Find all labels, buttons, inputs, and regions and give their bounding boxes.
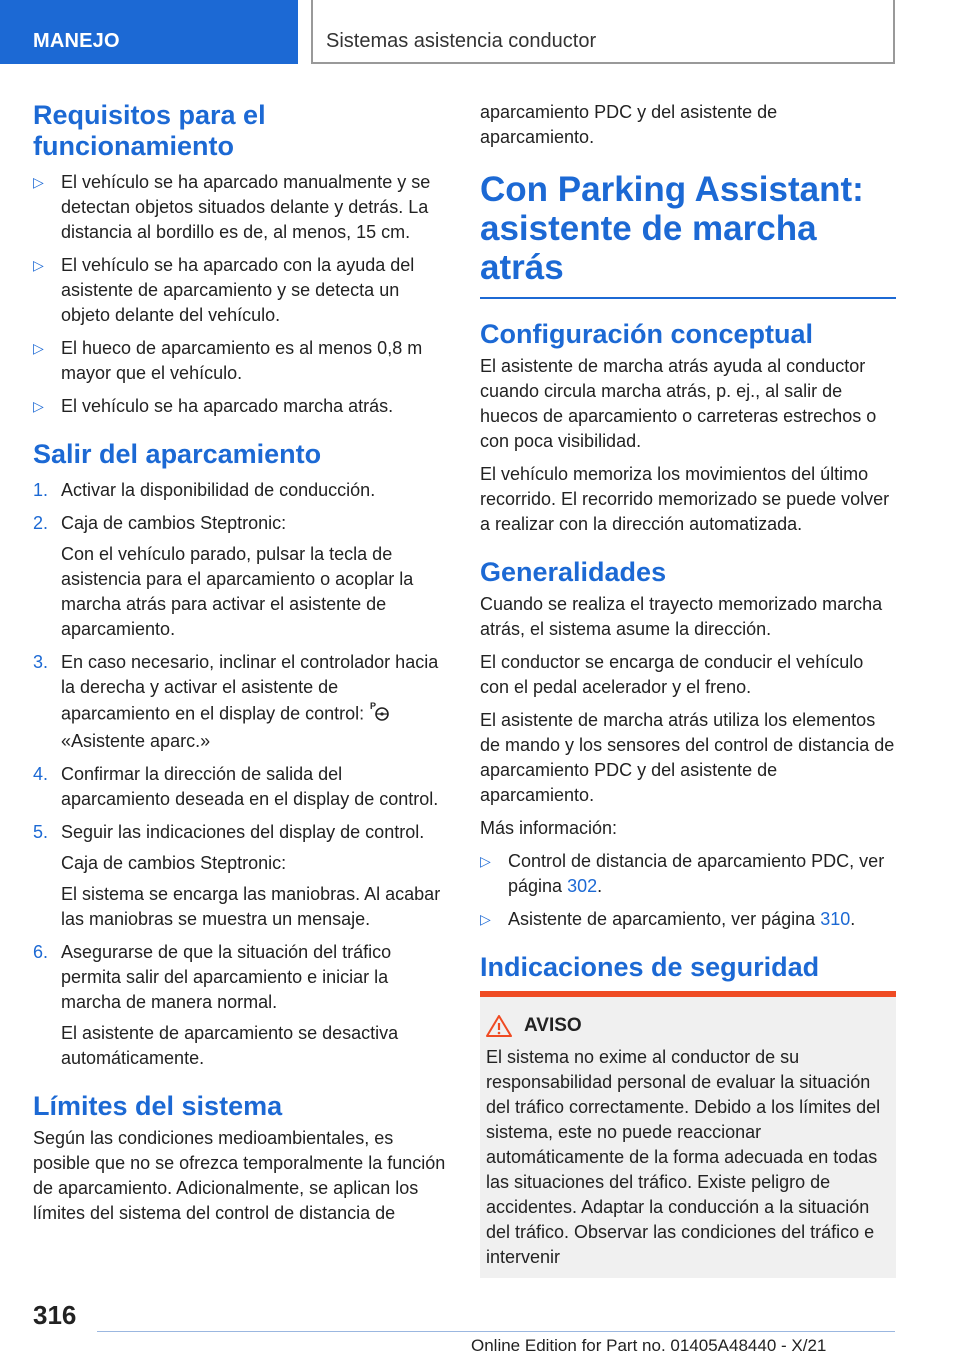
- heading-rule: [480, 297, 896, 299]
- svg-text:P: P: [370, 701, 377, 711]
- footer-rule: [97, 1331, 895, 1332]
- triangle-bullet-icon: ▷: [33, 340, 44, 356]
- triangle-bullet-icon: ▷: [33, 174, 44, 190]
- step-item: 5. Seguir las indicaciones del display de control. Caja de cambios Steptronic: El sistema se encarga las maniobras. Al acabar las maniobras se muestra un mensaje.: [33, 822, 441, 929]
- heading-seguridad: Indicaciones de seguridad: [480, 952, 820, 982]
- menu-item-label: «Asistente aparc.»: [61, 731, 211, 751]
- section-limites: [33, 1091, 449, 1226]
- section-requisitos: [33, 100, 449, 419]
- step-item: 4. Confirmar la dirección de salida del aparcamiento deseada en el display de control.: [33, 764, 439, 809]
- triangle-bullet-icon: ▷: [480, 853, 491, 869]
- page-link-302[interactable]: 302: [567, 876, 598, 896]
- heading-salir: Salir del aparcamiento: [33, 439, 322, 469]
- header-chapter-label: Sistemas asistencia conductor: [326, 30, 597, 52]
- warning-triangle-icon: [486, 1015, 512, 1037]
- step-item: 2. Caja de cambios Steptronic: Con el vehículo parado, pulsar la tecla de asistencia para el aparcamiento o acoplar la marcha atrás para activar el asistente de aparcamiento.: [33, 513, 414, 639]
- page-link-310[interactable]: 310: [820, 909, 851, 929]
- heading-configuracion: Configuración conceptual: [480, 319, 814, 349]
- header-section-label: MANEJO: [33, 30, 120, 52]
- list-item: ▷ Control de distancia de aparcamiento PDC, ver página 302.: [480, 851, 885, 896]
- heading-generalidades: Generalidades: [480, 557, 667, 587]
- warning-box: [480, 991, 896, 1278]
- left-column: [33, 100, 449, 1246]
- section-generalidades: Generalidades Cuando se realiza el trayecto memorizado marcha atrás, el sistema asume la dirección. El conductor se encarga de conducir el vehículo con el pedal acelerador y el freno. El asistente de marcha atrás utiliza los elementos de mando y los sensores del control de distancia de aparcamiento PDC y del asistente de aparcamiento. Más información: ▷ Control de distancia de aparcamiento PDC, ver página 302. ▷ Asistente de aparcamiento, ver página 310.: [480, 557, 896, 932]
- step-item: 1. Activar la disponibilidad de conducción.: [33, 480, 376, 500]
- triangle-bullet-icon: ▷: [33, 257, 44, 273]
- parking-assist-icon: [369, 700, 391, 729]
- continued-text: aparcamiento PDC y del asistente de aparcamiento.: [480, 102, 778, 147]
- list-item: ▷ El vehículo se ha aparcado con la ayuda del asistente de aparcamiento y se detecta un objeto delante del vehículo.: [33, 255, 415, 325]
- warning-title: AVISO: [524, 1015, 582, 1036]
- requirements-list: [33, 170, 449, 419]
- section-configuracion: Configuración conceptual El asistente de marcha atrás ayuda al conductor cuando circula marcha atrás, p. ej., al salir de huecos de aparcamiento o carreteras estrechos o con poca visibilidad. El vehículo memoriza los movimientos del último recorrido. El recorrido memorizado se puede volver a realizar con la dirección automatizada.: [480, 319, 896, 537]
- step-item: 6. Asegurarse de que la situación del tráfico permita salir del aparcamiento e iniciar la marcha de manera normal. El asistente de aparcamiento se desactiva automáticamente.: [33, 942, 399, 1068]
- section-salir: [33, 439, 449, 1071]
- list-item: ▷ Asistente de aparcamiento, ver página 310.: [480, 907, 896, 932]
- limites-text: Según las condiciones medioambientales, es posible que no se ofrezca temporalmente la función de aparcamiento. Adicionalmente, se aplican los límites del sistema del control de distancia de: [33, 1128, 446, 1223]
- triangle-bullet-icon: ▷: [480, 911, 491, 927]
- steps-list: [33, 478, 449, 1071]
- header-section-tab: [0, 0, 298, 64]
- warning-text: El sistema no exime al conductor de su responsabilidad personal de evaluar la situación del tráfico correctamente. Debido a los límites del sistema, este no puede reaccionar automáticamente de la forma adecuada en todas las situaciones del tráfico. Existe peligro de accidentes. Adaptar la conducción a la situación del tráfico. Observar las condiciones del tráfico e intervenir: [486, 1047, 881, 1267]
- heading-limites: Límites del sistema: [33, 1091, 283, 1121]
- triangle-bullet-icon: ▷: [33, 398, 44, 414]
- step-item: 3. En caso necesario, inclinar el controlador hacia la derecha y activar el asistente de aparcamiento en el display de control: P «Asistente aparc.»: [33, 652, 439, 751]
- heading-requisitos: Requisitos para el funcionamiento: [33, 100, 266, 161]
- footer-edition: Online Edition for Part no. 01405A48440 - X/21: [471, 1336, 827, 1355]
- list-item: ▷ El vehículo se ha aparcado marcha atrás.: [33, 394, 449, 419]
- header-chapter-box: [311, 0, 895, 64]
- list-item: ▷ El vehículo se ha aparcado manualmente y se detectan objetos situados delante y detrás. La distancia al bordillo es de, al menos, 15 cm.: [33, 172, 431, 242]
- main-heading: Con Parking Assistant: asistente de marcha atrás: [480, 170, 864, 287]
- right-column: [480, 100, 896, 1278]
- section-seguridad: [480, 952, 896, 1278]
- list-item: ▷ El hueco de aparcamiento es al menos 0,8 m mayor que el vehículo.: [33, 338, 423, 383]
- more-info-list: [480, 849, 896, 932]
- page-number: 316: [33, 1300, 77, 1330]
